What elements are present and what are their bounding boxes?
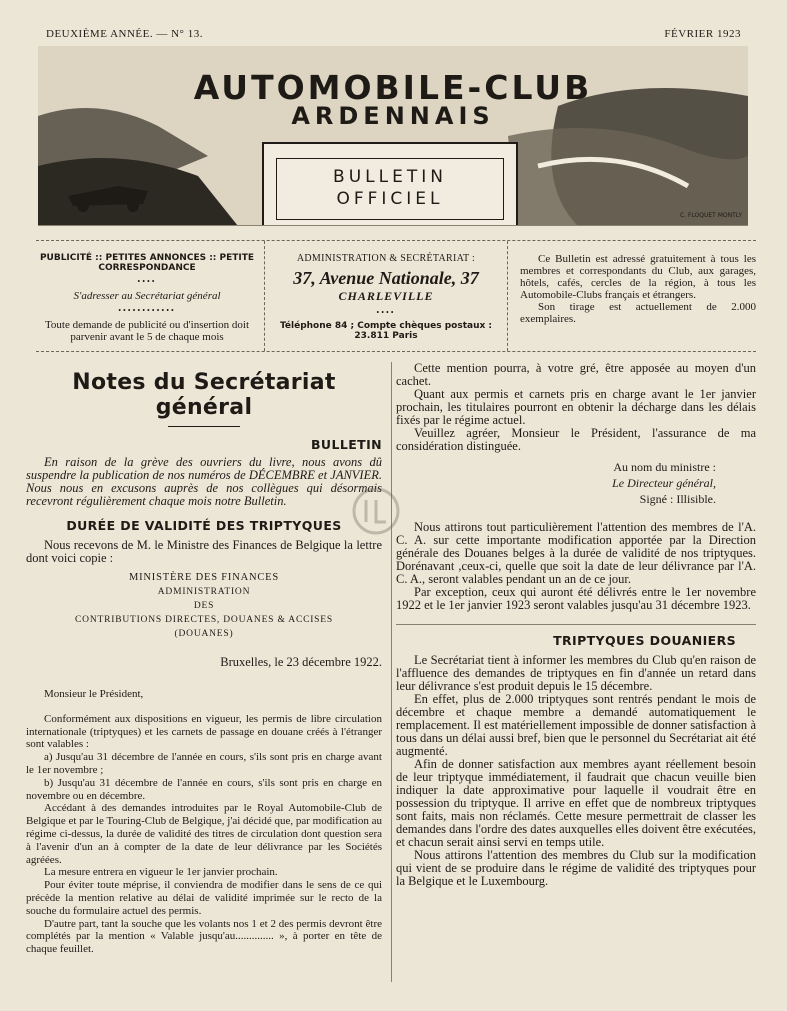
article-title: Notes du Secrétariat général xyxy=(72,370,336,420)
customs-paragraph: Afin de donner satisfaction aux membres ayant réellement besoin de leur triptyque immédiatement, il faudrait que chacun veuille bien indiquer la date approximative pour laquelle il voudrait être en possession du triptyque. Il arrive en effet que de nombreux triptyques sont faits, mais non réclamés. Cette mesure permettrait de classer les demandes dans l'ordre des dates auxquelles elles doivent être exécutées, et chacun serait ainsi servi en temps utile. xyxy=(396,757,756,849)
customs-paragraph: Nous attirons l'attention des membres du Club sur la modification qui vient de se produire dans le régime de validité des triptyques pour la Belgique et le Luxembourg. xyxy=(396,848,756,888)
advertising-column xyxy=(36,241,258,351)
city: CHARLEVILLE xyxy=(338,289,434,303)
advert-heading: PUBLICITÉ :: PETITES ANNONCES :: PETITE CORRESPONDANCE xyxy=(39,253,255,273)
bulletin-frame xyxy=(276,158,504,220)
ministry-name: MINISTÈRE DES FINANCES xyxy=(128,572,280,583)
right-column xyxy=(396,362,756,888)
article-body xyxy=(26,362,761,982)
issue-number: DEUXIÈME ANNÉE. — N° 13. xyxy=(46,28,203,40)
issue-date: FÉVRIER 1923 xyxy=(664,28,741,40)
letter-paragraph: Conformément aux dispositions en vigueur, les permis de libre circulation internationale (triptyques) et les carnets de passage en douane créés à l'étranger sont valables : xyxy=(26,712,382,751)
bulletin-word: BULLETIN xyxy=(333,167,447,187)
dots-divider: •••• xyxy=(376,308,396,317)
section-divider xyxy=(396,624,756,625)
distribution-text: Ce Bulletin est adressé gratuitement à tous les membres et correspondants du Club, aux garages, hôtels, cafés, cercles de la région, à tous les Automobile-Clubs français et étrangers. xyxy=(520,253,756,301)
officiel-word: OFFICIEL xyxy=(336,189,444,209)
ministry-department: CONTRIBUTIONS DIRECTES, DOUANES & ACCISES xyxy=(75,615,333,625)
letter-paragraph: La mesure entrera en vigueur le 1er janvier prochain. xyxy=(44,866,278,879)
letter-date: Bruxelles, le 23 décembre 1922. xyxy=(220,655,382,669)
admin-heading: ADMINISTRATION & SECRÉTARIAT : xyxy=(296,253,476,264)
title-rule xyxy=(168,426,240,427)
signature-title: Le Directeur général, xyxy=(612,476,716,490)
letter-paragraph: a) Jusqu'au 31 décembre de l'année en cours, s'ils sont pris en charge avant le 1er novembre ; xyxy=(26,751,382,776)
validity-heading: DURÉE DE VALIDITÉ DES TRIPTYQUES xyxy=(66,518,342,533)
letter-salutation: Monsieur le Président, xyxy=(44,688,144,700)
distribution-column xyxy=(520,241,756,351)
dots-divider: •••••••••••• xyxy=(118,306,176,315)
artist-signature: C. FLOQUET MONTLY xyxy=(679,212,742,219)
left-column xyxy=(26,362,382,956)
letter-paragraph: b) Jusqu'au 31 décembre de l'année en cours, s'ils sont pris en charge en novembre ou en décembre. xyxy=(26,776,382,802)
validity-intro: Nous recevons de M. le Ministre des Finances de Belgique la lettre dont voici copie : xyxy=(26,538,382,565)
letter-closing: Veuillez agréer, Monsieur le Président, l'assurance de ma considération distinguée. xyxy=(396,426,756,453)
bulletin-heading: BULLETIN xyxy=(311,437,382,452)
letter-continuation: Cette mention pourra, à votre gré, être apposée au moyen d'un cachet. xyxy=(396,361,756,388)
club-commentary: Nous attirons tout particulièrement l'attention des membres de l'A. C. A. sur cette importante modification apportée par la Direction générale des Douanes belges à la durée de validité de nos triptyques. Dorénavant ,ceux-ci, quelle que soit la date de leur délivrance par l'A. C. A., seront valables pendant un an de ce jour. xyxy=(396,520,756,586)
column-divider xyxy=(391,362,392,982)
info-band xyxy=(36,240,756,352)
library-stamp xyxy=(350,480,402,542)
customs-paragraph: Le Secrétariat tient à informer les membres du Club qu'en raison de l'affluence des demandes de triptyques en fin d'année un retard dans leur délivrance s'est produit depuis le 15 décembre. xyxy=(396,653,756,693)
customs-paragraph: En effet, plus de 2.000 triptyques sont rentrés pendant le mois de décembre et chaque membre a demandé automatiquement le remplacement. Il est matériellement impossible de donner satisfaction à tous dans un délai aussi bref, bien que le personnel du Secrétariat ait été augmenté. xyxy=(396,692,756,758)
advert-note: Toute demande de publicité ou d'insertion doit parvenir avant le 5 de chaque mois xyxy=(44,319,250,343)
bulletin-plaque xyxy=(262,142,518,226)
ministry-letter xyxy=(26,688,382,956)
bulletin-notice: En raison de la grève des ouvriers du livre, nous avons dû suspendre la publication de nos numéros de DÉCEMBRE et JANVIER. Nous nous en excusons auprès de nos collègues qui désormais recevront régulièrement chaque mois notre Bulletin. xyxy=(26,455,382,508)
letter-continuation: Quant aux permis et carnets pris en charge avant le 1er janvier prochain, les titulaires pourront en obtenir la décharge dans les délais fixés par le régime actuel. xyxy=(396,387,756,427)
letter-paragraph: Accédant à des demandes introduites par le Royal Automobile-Club de Belgique et par le Touring-Club de Belgique, j'ai décidé que, par modification au régime ci-dessus, la durée de validité des titres de circulation dont question sera à l'avenir d'un an à compter de la date de leur délivrance par les Sociétés agréées. xyxy=(26,802,382,866)
ministry-douanes: (DOUANES) xyxy=(174,629,234,639)
customs-heading: TRIPTYQUES DOUANIERS xyxy=(553,633,736,648)
issue-line xyxy=(46,28,741,40)
administration-column xyxy=(264,241,508,351)
club-title: AUTOMOBILE-CLUB xyxy=(193,68,593,107)
letter-paragraph: D'autre part, tant la souche que les volants nos 1 et 2 des permis devront être complétés par la mention « Valable jusqu'au.............. », à porter en tête de chaque feuillet. xyxy=(26,917,382,956)
letter-signature xyxy=(396,459,756,507)
signature-name: Signé : Illisible. xyxy=(639,492,716,506)
club-subtitle: ARDENNAIS xyxy=(291,102,495,130)
ministry-des: DES xyxy=(193,601,215,611)
phone-line: Téléphone 84 ; Compte chèques postaux : 23.811 Paris xyxy=(279,321,493,341)
masthead xyxy=(38,46,748,226)
circulation-text: Son tirage est actuellement de 2.000 exemplaires. xyxy=(520,301,756,325)
letter-paragraph: Pour éviter toute méprise, il conviendra de modifier dans le sens de ce qui précède la mention relative au délai de validité imprimée sur le recto de la souche du formulaire actuel des permis. xyxy=(26,879,382,917)
dots-divider: •••• xyxy=(137,277,157,286)
address: 37, Avenue Nationale, 37 xyxy=(293,268,479,288)
ministry-admin: ADMINISTRATION xyxy=(157,587,251,597)
advert-contact: S'adresser au Secrétariat général xyxy=(73,290,221,302)
club-exception: Par exception, ceux qui auront été délivrés entre le 1er novembre 1922 et le 1er janvier 1923 seront valables jusqu'au 31 décembre 1923. xyxy=(396,585,756,612)
signature-line: Au nom du ministre : xyxy=(613,460,716,474)
ministry-header xyxy=(26,571,382,641)
